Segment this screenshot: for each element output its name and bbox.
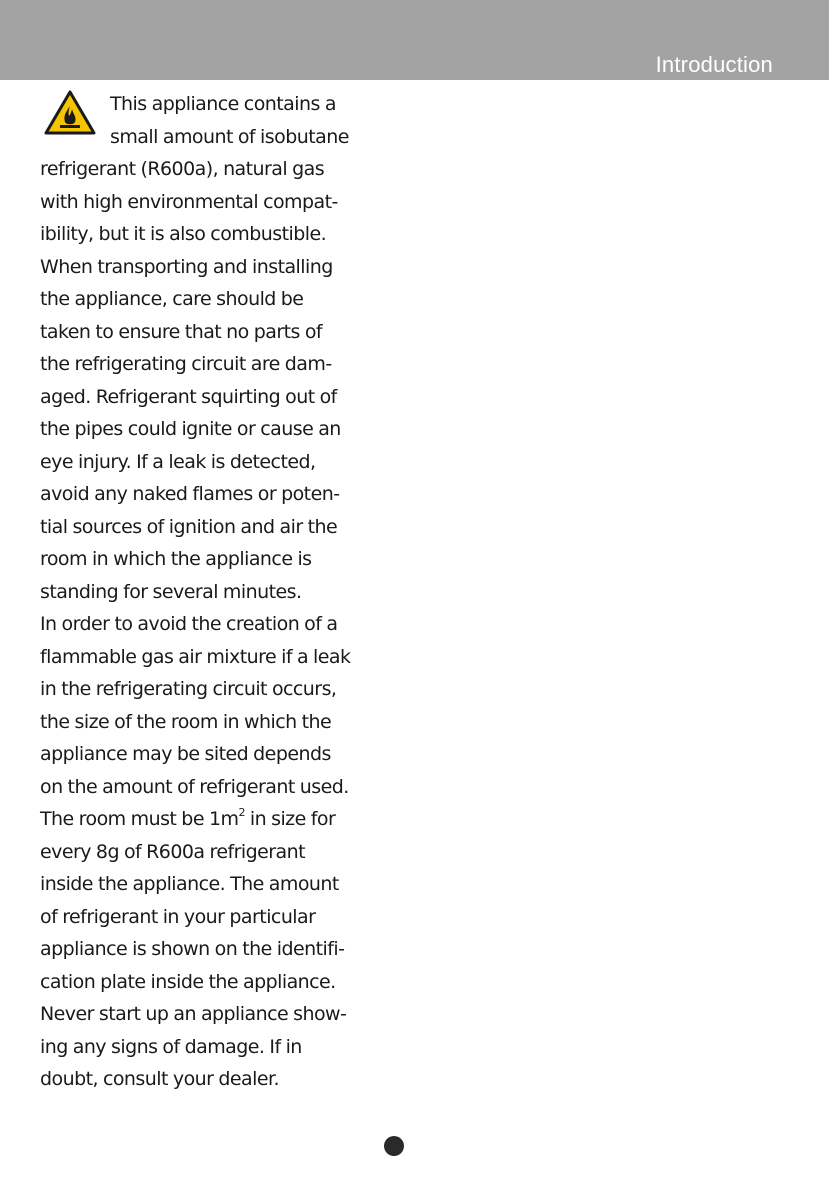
text-line: When transporting and installing: [40, 255, 333, 278]
text-line: eye injury. If a leak is detected,: [40, 450, 316, 473]
text-line: doubt, consult your dealer.: [40, 1068, 280, 1090]
text-line: avoid any naked flames or poten-: [40, 483, 340, 505]
page-marker-dot: [384, 1136, 404, 1156]
text-line: aged. Refrigerant squirting out of: [40, 385, 337, 408]
room-size-suffix: in size for: [244, 808, 336, 830]
text-line: the pipes could ignite or cause an: [40, 418, 341, 440]
text-line: flammable gas air mixture if a leak: [40, 645, 351, 668]
text-line: inside the appliance. The amount: [40, 873, 339, 895]
text-line: of refrigerant in your particular: [40, 905, 316, 928]
text-line: appliance may be sited depends: [40, 743, 331, 765]
text-line: ing any signs of damage. If in: [40, 1035, 302, 1058]
text-line: on the amount of refrigerant used.: [40, 775, 349, 798]
text-line-room-size: [40, 803, 385, 836]
text-line: This appliance contains a: [110, 93, 336, 115]
text-line: In order to avoid the creation of a: [40, 613, 338, 635]
text-line: cation plate inside the appliance.: [40, 970, 336, 993]
text-line: ibility, but it is also combustible.: [40, 223, 327, 245]
text-line: the appliance, care should be: [40, 288, 304, 310]
text-line: the refrigerating circuit are dam-: [40, 353, 332, 375]
section-title: Introduction: [655, 52, 773, 77]
text-line: every 8g of R600a refrigerant: [40, 840, 306, 863]
text-line: standing for several minutes.: [40, 580, 302, 603]
text-line: taken to ensure that no parts of: [40, 320, 323, 343]
header-band: [0, 0, 829, 80]
text-line: small amount of isobutane: [110, 125, 349, 148]
superscript-two: 2: [238, 806, 245, 819]
text-line: appliance is shown on the identifi-: [40, 938, 345, 960]
text-line: tial sources of ignition and air the: [40, 515, 338, 538]
text-line: Never start up an appliance show-: [40, 1003, 347, 1025]
text-line: the size of the room in which the: [40, 710, 332, 733]
text-line: room in which the appliance is: [40, 548, 312, 570]
text-line: refrigerant (R600a), natural gas: [40, 158, 325, 180]
text-line: with high environmental compat-: [40, 190, 338, 213]
room-size-text: The room must be 1m: [40, 808, 239, 830]
text-line: in the refrigerating circuit occurs,: [40, 678, 337, 700]
warning-body-text: [40, 88, 385, 1096]
